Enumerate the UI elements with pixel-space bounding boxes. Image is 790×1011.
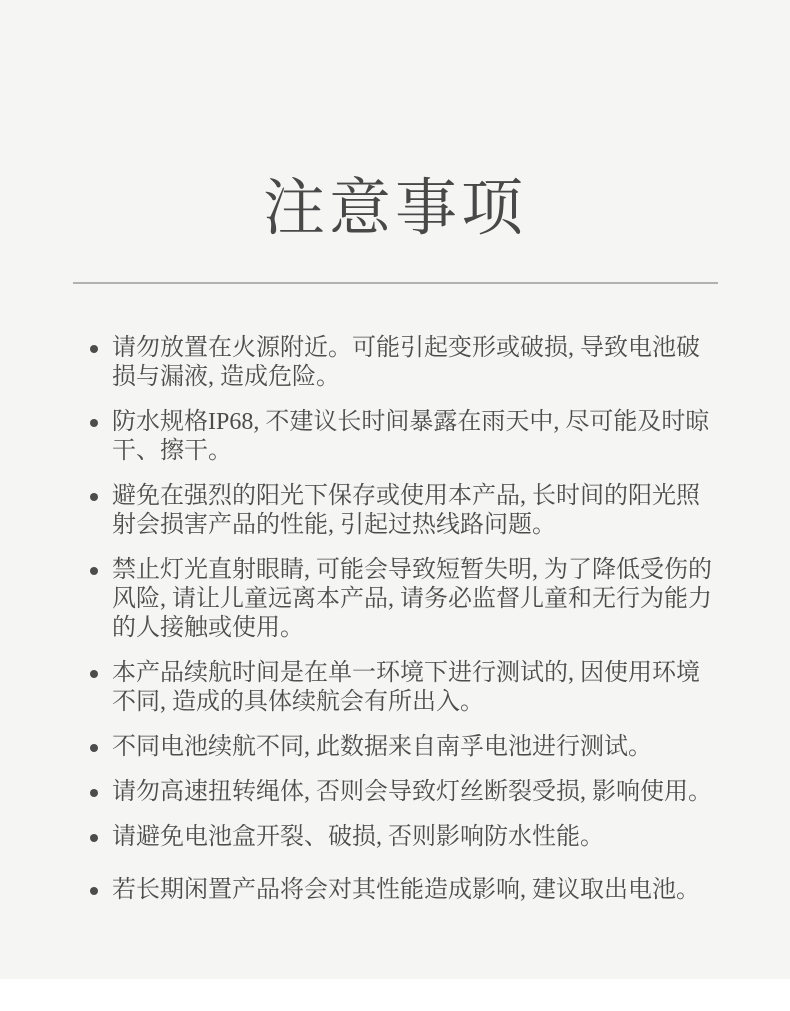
notice-item [112,778,718,807]
notice-item [112,556,718,643]
notice-text: 请勿高速扭转绳体, 否则会导致灯丝断裂受损, 影响使用。 [112,779,712,805]
bullet-dot [90,834,98,842]
notice-item [112,482,718,540]
bullet-dot [90,345,98,353]
bullet-dot [90,887,98,895]
notice-item [112,334,718,392]
notice-item [112,876,718,905]
notice-item [112,823,718,852]
notice-item [112,733,718,762]
notice-text: 避免在强烈的阳光下保存或使用本产品, 长时间的阳光照射会损害产品的性能, 引起过热线路问题。 [112,483,700,538]
bullet-dot [90,670,98,678]
notice-text: 本产品续航时间是在单一环境下进行测试的, 因使用环境不同, 造成的具体续航会有所出入。 [112,660,700,715]
page-title: 注意事项 [262,175,527,243]
notice-list [0,284,790,905]
notice-text: 不同电池续航不同, 此数据来自南孚电池进行测试。 [112,734,652,760]
notice-text: 若长期闲置产品将会对其性能造成影响, 建议取出电池。 [112,877,700,903]
notice-item [112,408,718,466]
notice-text: 请勿放置在火源附近。可能引起变形或破损, 导致电池破损与漏液, 造成危险。 [112,335,700,390]
bullet-dot [90,567,98,575]
bullet-dot [90,789,98,797]
notice-text: 禁止灯光直射眼睛, 可能会导致短暂失明, 为了降低受伤的风险, 请让儿童远离本产品, 请务必监督儿童和无行为能力的人接触或使用。 [112,557,712,641]
bullet-dot [90,744,98,752]
notice-text: 防水规格IP68, 不建议长时间暴露在雨天中, 尽可能及时晾干、擦干。 [112,409,710,464]
bullet-dot [90,419,98,427]
bottom-white-strip [0,979,790,1011]
bullet-dot [90,493,98,501]
notice-text: 请避免电池盒开裂、破损, 否则影响防水性能。 [112,824,604,850]
notice-item [112,659,718,717]
